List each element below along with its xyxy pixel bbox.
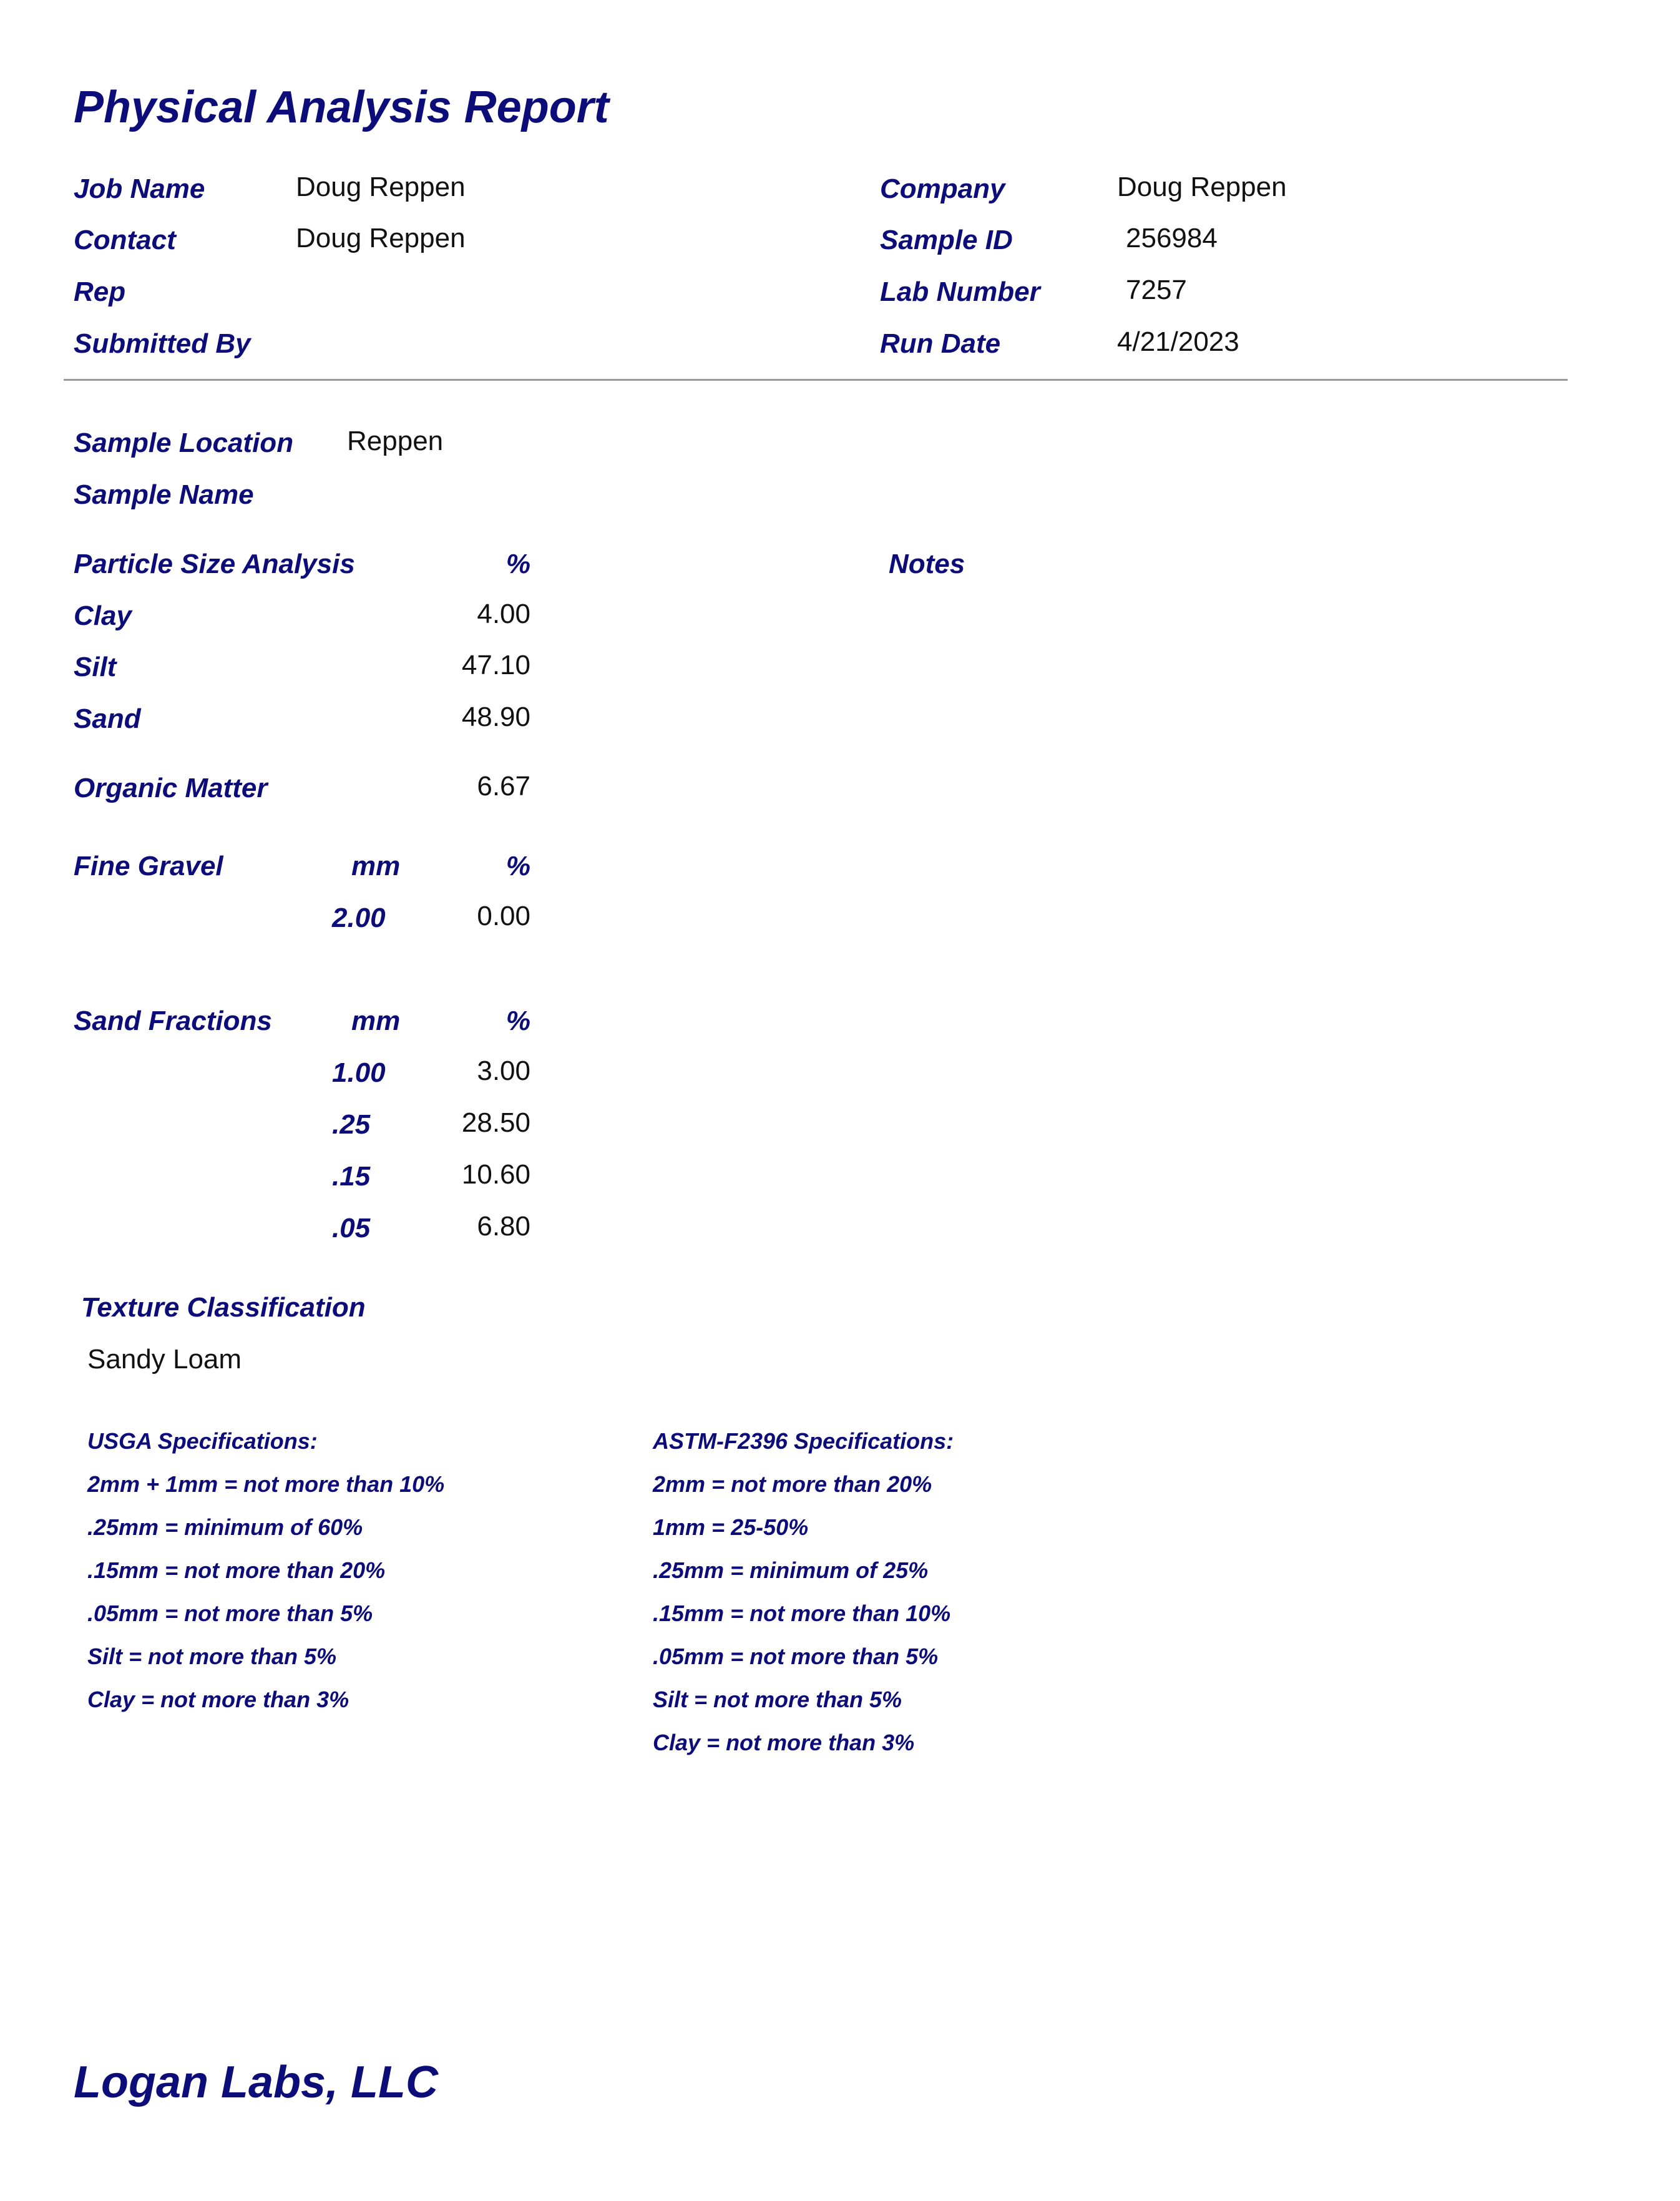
sand-fractions-mm-header: mm: [351, 1006, 401, 1036]
silt-value: 47.10: [461, 650, 530, 680]
usga-spec-line: Silt = not more than 5%: [87, 1644, 337, 1669]
astm-spec-line: .25mm = minimum of 25%: [653, 1557, 929, 1583]
submitted-by-label: Submitted By: [74, 328, 251, 359]
astm-spec-line: Clay = not more than 3%: [653, 1730, 915, 1755]
sample-name-label: Sample Name: [74, 479, 254, 510]
job-name-value: Doug Reppen: [296, 172, 466, 202]
fine-gravel-mm-header: mm: [351, 851, 401, 881]
sample-id-value: 256984: [1126, 223, 1218, 253]
astm-specifications-title: ASTM-F2396 Specifications:: [653, 1428, 954, 1454]
sample-location-label: Sample Location: [74, 428, 294, 458]
clay-label: Clay: [74, 600, 132, 631]
usga-specifications-title: USGA Specifications:: [87, 1428, 318, 1454]
organic-matter-label: Organic Matter: [74, 773, 268, 803]
lab-number-value: 7257: [1126, 275, 1187, 305]
usga-spec-line: Clay = not more than 3%: [87, 1687, 349, 1712]
fine-gravel-pct-header: %: [505, 851, 530, 881]
clay-value: 4.00: [477, 599, 530, 629]
fine-gravel-mm: 2.00: [332, 903, 386, 933]
company-value: Doug Reppen: [1117, 172, 1287, 202]
fine-gravel-pct: 0.00: [477, 901, 530, 931]
astm-spec-line: 2mm = not more than 20%: [653, 1471, 932, 1497]
run-date-label: Run Date: [880, 328, 1001, 359]
sand-fraction-mm: .05: [332, 1213, 371, 1243]
page-title: Physical Analysis Report: [74, 82, 609, 132]
sand-fraction-mm: 1.00: [332, 1057, 386, 1088]
silt-label: Silt: [74, 652, 117, 682]
sand-value: 48.90: [461, 702, 530, 732]
particle-pct-header: %: [505, 549, 530, 579]
sand-fraction-mm: .15: [332, 1161, 371, 1192]
sand-label: Sand: [74, 703, 141, 734]
job-name-label: Job Name: [74, 174, 205, 204]
usga-spec-line: .05mm = not more than 5%: [87, 1601, 373, 1626]
usga-spec-line: .25mm = minimum of 60%: [87, 1514, 363, 1540]
texture-classification-value: Sandy Loam: [87, 1344, 242, 1375]
astm-spec-line: .05mm = not more than 5%: [653, 1644, 939, 1669]
astm-spec-line: Silt = not more than 5%: [653, 1687, 902, 1712]
fine-gravel-label: Fine Gravel: [74, 851, 223, 881]
sand-fractions-label: Sand Fractions: [74, 1006, 272, 1036]
company-footer: Logan Labs, LLC: [74, 2057, 438, 2107]
sand-fraction-pct: 6.80: [477, 1211, 530, 1242]
sample-id-label: Sample ID: [880, 225, 1013, 255]
company-label: Company: [880, 174, 1005, 204]
header-divider: [64, 379, 1568, 381]
run-date-value: 4/21/2023: [1117, 326, 1239, 357]
sand-fraction-pct: 3.00: [477, 1056, 530, 1086]
rep-label: Rep: [74, 277, 126, 307]
texture-classification-label: Texture Classification: [81, 1292, 366, 1323]
sand-fraction-mm: .25: [332, 1109, 371, 1140]
contact-label: Contact: [74, 225, 176, 255]
astm-spec-line: .15mm = not more than 10%: [653, 1601, 951, 1626]
sand-fraction-pct: 10.60: [461, 1159, 530, 1190]
organic-matter-value: 6.67: [477, 771, 530, 801]
sand-fraction-pct: 28.50: [461, 1107, 530, 1138]
sample-location-value: Reppen: [347, 426, 444, 456]
usga-spec-line: 2mm + 1mm = not more than 10%: [87, 1471, 445, 1497]
contact-value: Doug Reppen: [296, 223, 466, 253]
notes-header: Notes: [889, 549, 965, 579]
usga-spec-line: .15mm = not more than 20%: [87, 1557, 386, 1583]
sand-fractions-pct-header: %: [505, 1006, 530, 1036]
lab-number-label: Lab Number: [880, 277, 1040, 307]
particle-size-header: Particle Size Analysis: [74, 549, 355, 579]
astm-spec-line: 1mm = 25-50%: [653, 1514, 809, 1540]
